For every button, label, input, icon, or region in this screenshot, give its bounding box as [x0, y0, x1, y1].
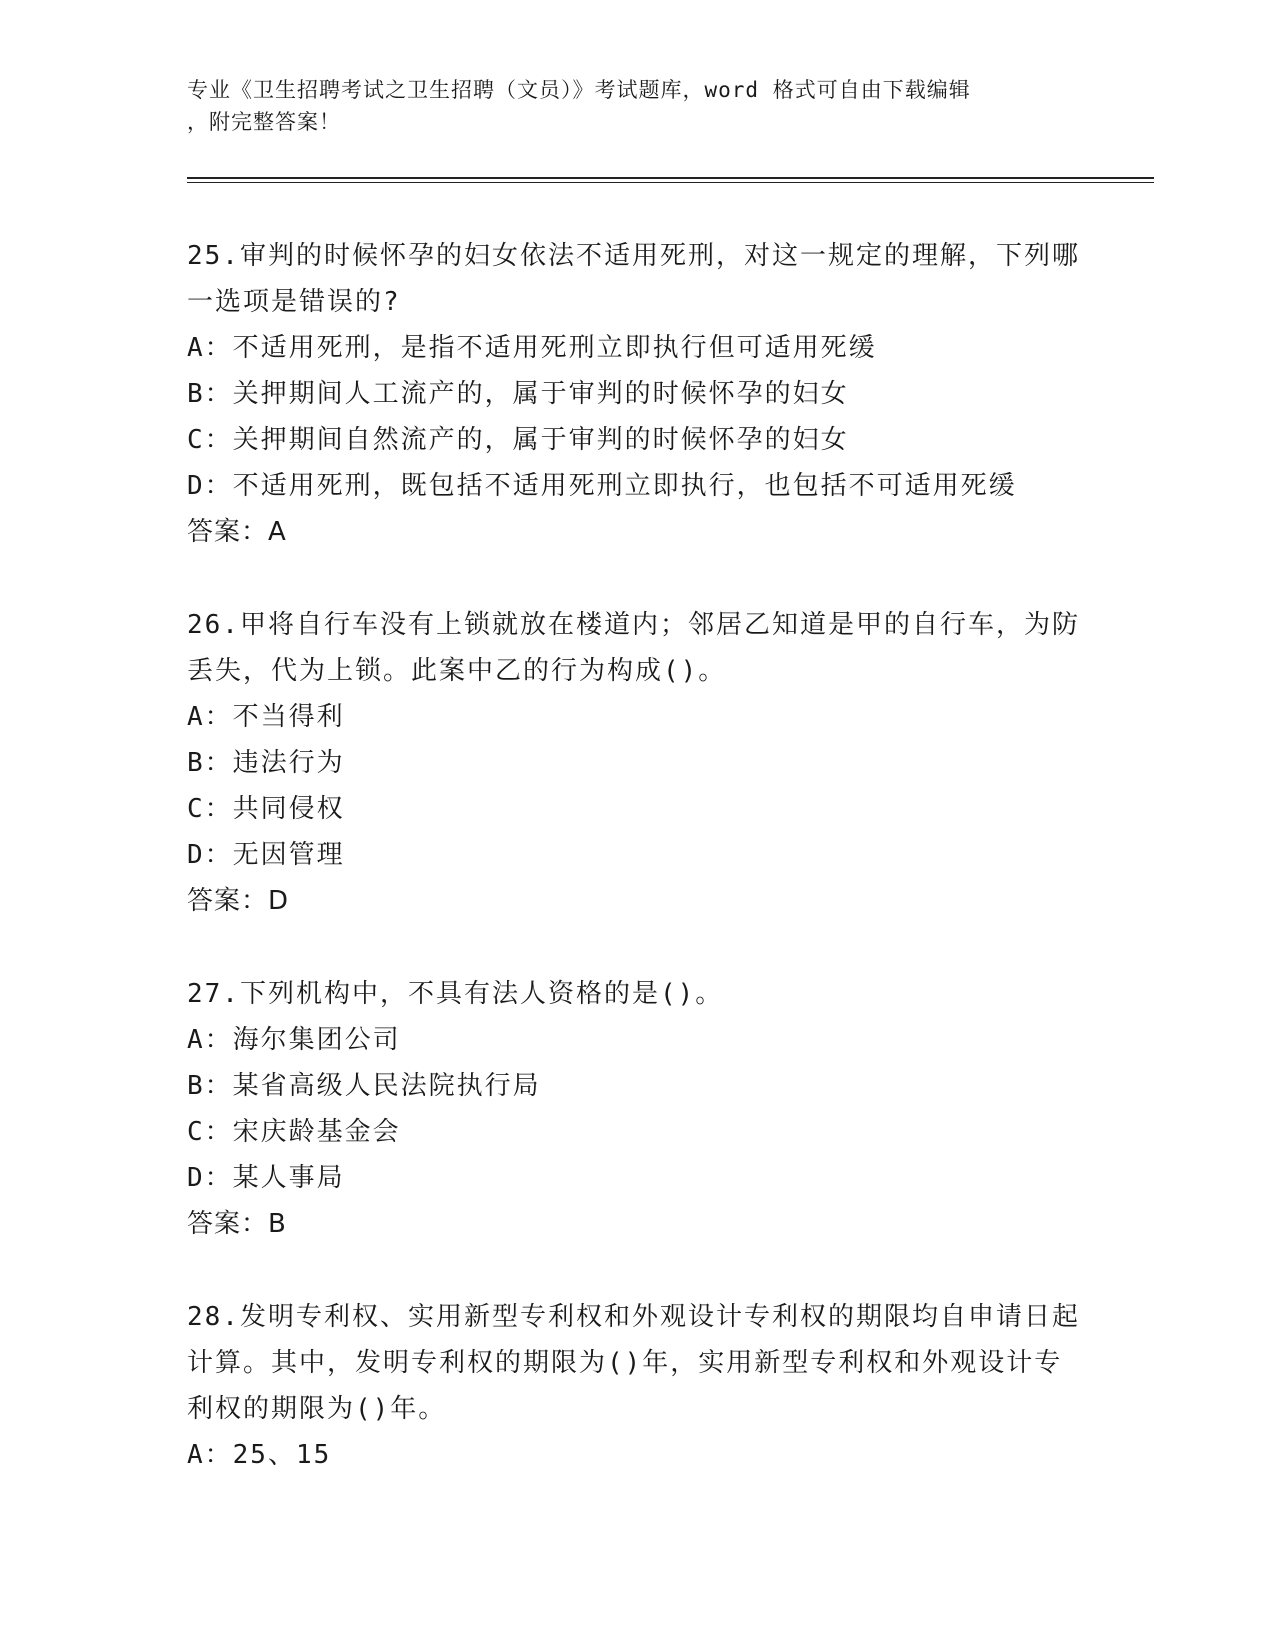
header-divider-thick — [187, 177, 1154, 179]
option-a: A：25、15 — [187, 1440, 332, 1470]
answer: 答案：B — [187, 1209, 287, 1239]
option-d: D：某人事局 — [187, 1163, 345, 1193]
question-25 — [187, 233, 1087, 555]
option-d: D：不适用死刑，既包括不适用死刑立即执行，也包括不可适用死缓 — [187, 471, 1017, 501]
option-d: D：无因管理 — [187, 840, 345, 870]
header-line-2: ，附完整答案！ — [187, 110, 341, 134]
option-a: A：不适用死刑，是指不适用死刑立即执行但可适用死缓 — [187, 333, 877, 363]
option-b: B：某省高级人民法院执行局 — [187, 1071, 541, 1101]
option-a: A：不当得利 — [187, 702, 345, 732]
option-a: A：海尔集团公司 — [187, 1025, 401, 1055]
question-26 — [187, 602, 1087, 924]
question-text: 25.审判的时候怀孕的妇女依法不适用死刑，对这一规定的理解，下列哪一选项是错误的? — [187, 241, 1080, 317]
document-header — [187, 74, 1067, 138]
question-text: 26.甲将自行车没有上锁就放在楼道内；邻居乙知道是甲的自行车，为防丢失，代为上锁。此案中乙的行为构成()。 — [187, 610, 1080, 686]
option-b: B：违法行为 — [187, 748, 345, 778]
question-28 — [187, 1294, 1087, 1478]
option-c: C：宋庆龄基金会 — [187, 1117, 401, 1147]
question-text: 27.下列机构中，不具有法人资格的是()。 — [187, 979, 724, 1009]
option-b: B：关押期间人工流产的，属于审判的时候怀孕的妇女 — [187, 379, 849, 409]
answer: 答案：D — [187, 886, 290, 916]
question-text: 28.发明专利权、实用新型专利权和外观设计专利权的期限均自申请日起计算。其中，发明专利权的期限为()年，实用新型专利权和外观设计专利权的期限为()年。 — [187, 1302, 1080, 1424]
header-divider-thin — [187, 182, 1154, 183]
answer: 答案：A — [187, 517, 287, 547]
header-line-1: 专业《卫生招聘考试之卫生招聘（文员）》考试题库，word 格式可自由下载编辑 — [187, 78, 971, 102]
question-27 — [187, 971, 1087, 1247]
question-list — [187, 233, 1087, 1525]
option-c: C：关押期间自然流产的，属于审判的时候怀孕的妇女 — [187, 425, 849, 455]
option-c: C：共同侵权 — [187, 794, 345, 824]
